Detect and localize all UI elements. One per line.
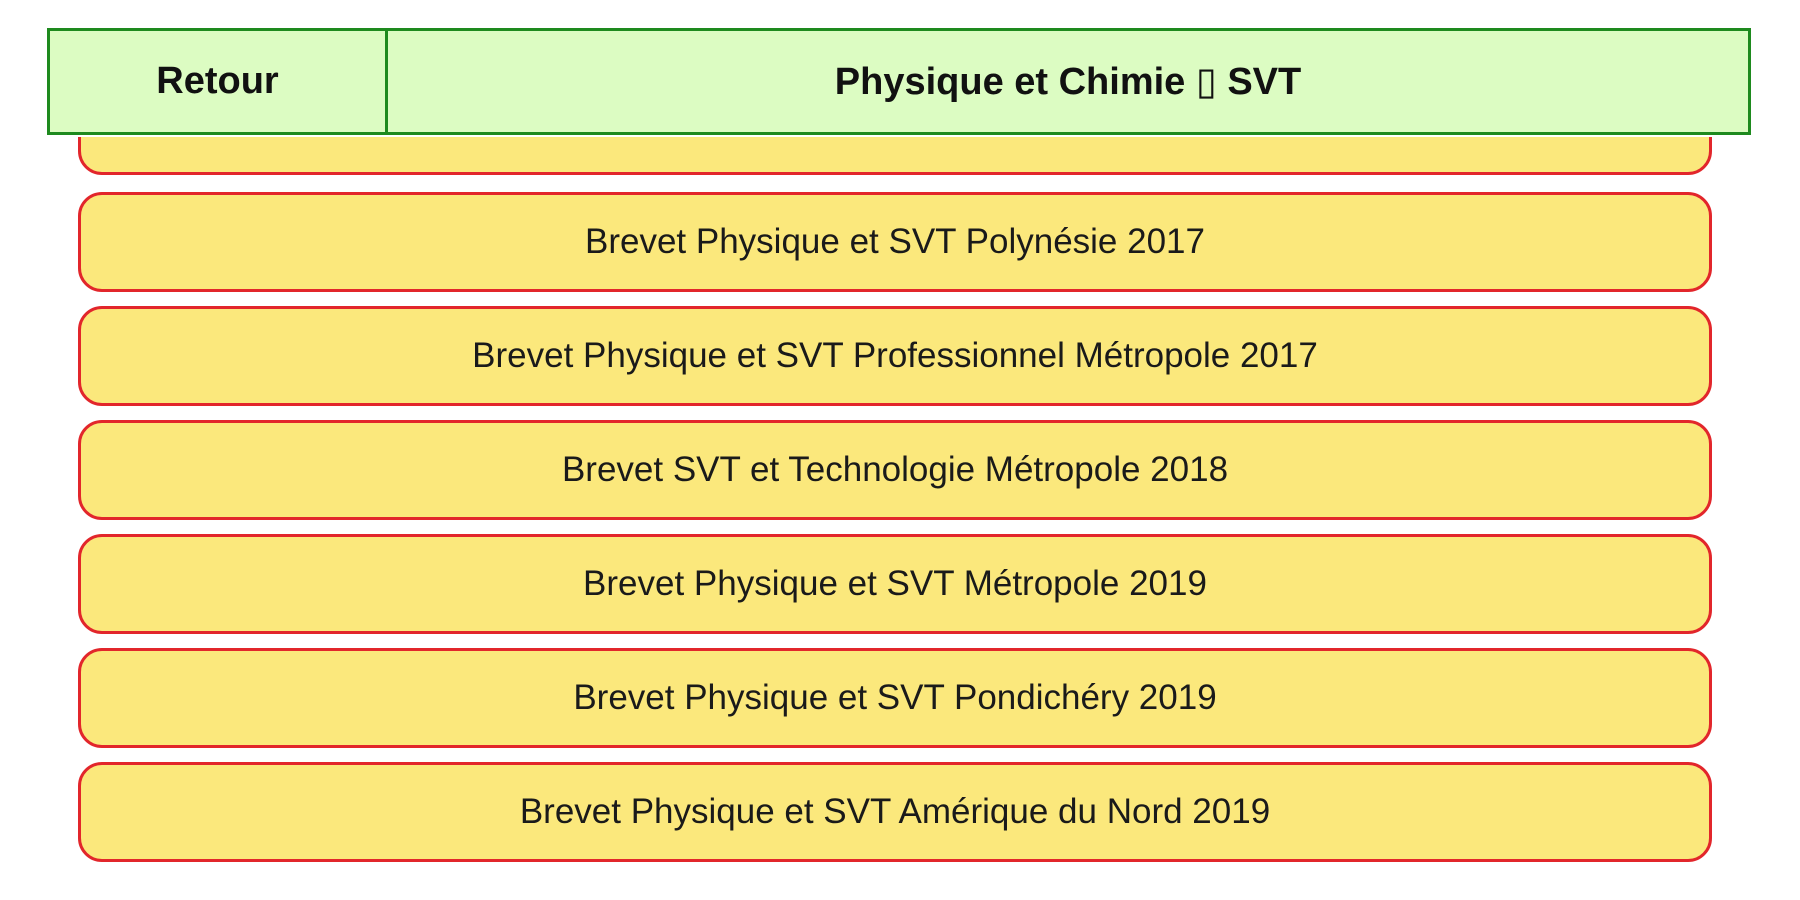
list-item[interactable]: Brevet SVT et Technologie Métropole 2018 — [78, 420, 1712, 520]
list-item[interactable]: Brevet Physique et SVT Pondichéry 2019 — [78, 648, 1712, 748]
list-item[interactable]: Brevet Physique et SVT Métropole 2019 — [78, 534, 1712, 634]
list-item[interactable]: Brevet Physique et SVT Amérique du Nord 2019 — [78, 762, 1712, 862]
page-title: Physique et Chimie ▯ SVT — [834, 61, 1302, 103]
list-item[interactable]: Brevet Physique et SVT Professionnel Métropole 2017 — [78, 306, 1712, 406]
exam-list[interactable] — [0, 137, 1800, 900]
back-button[interactable]: Retour — [50, 31, 388, 132]
list-item-partial[interactable] — [78, 137, 1712, 175]
top-bar — [47, 28, 1751, 135]
list-item[interactable]: Brevet Physique et SVT Polynésie 2017 — [78, 192, 1712, 292]
